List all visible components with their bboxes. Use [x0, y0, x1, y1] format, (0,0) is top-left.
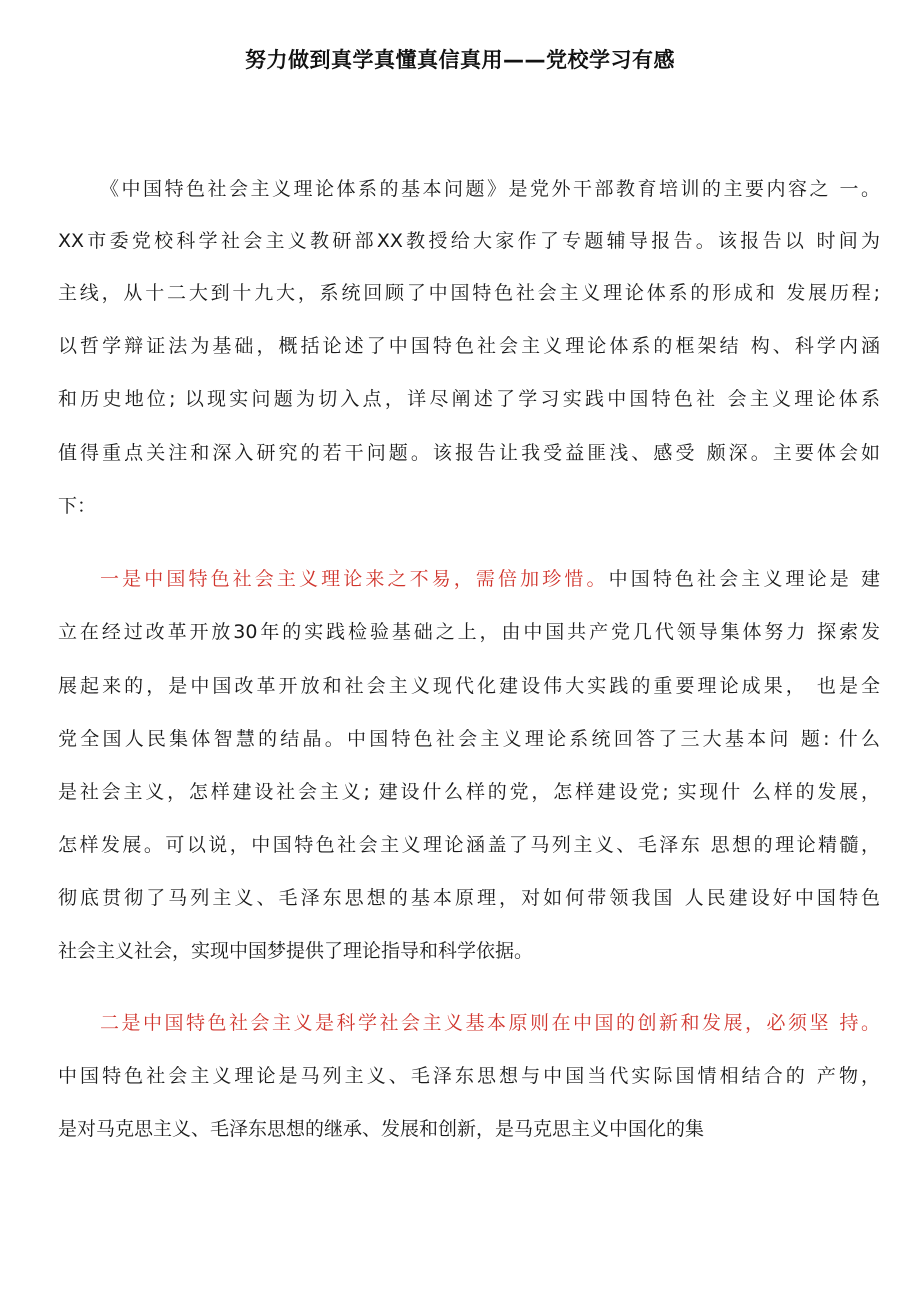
paragraph-2-line-5: 是社会主义，怎样建设社会主义; 建设什么样的党，怎样建设党; 实现什 么样的发展， — [58, 781, 880, 803]
paragraph-1-line-2: XX市委党校科学社会主义教研部XX教授给大家作了专题辅导报告。该报告以 时间为 — [58, 230, 880, 252]
paragraph-2-line-4: 党全国人民集体智慧的结晶。中国特色社会主义理论系统回答了三大基本问 题: 什么 — [58, 728, 880, 750]
paragraph-3-heading: 二是中国特色社会主义是科学社会主义基本原则在中国的创新和发展，必须坚 持。 — [100, 1012, 880, 1034]
paragraph-2-line-2: 立在经过改革开放30年的实践检验基础之上，由中国共产党几代领导集体努力 探索发 — [58, 621, 880, 643]
paragraph-1-line-7: 下： — [58, 495, 97, 517]
paragraph-3-line-1: 中国特色社会主义理论是马列主义、毛泽东思想与中国当代实际国情相结合的 产物， — [58, 1065, 880, 1087]
paragraph-1-line-5: 和历史地位; 以现实问题为切入点，详尽阐述了学习实践中国特色社 会主义理论体系 — [58, 388, 880, 410]
paragraph-2-heading: 一是中国特色社会主义理论来之不易，需倍加珍惜。 — [100, 568, 609, 590]
paragraph-2-line-8: 社会主义社会，实现中国梦提供了理论指导和科学依据。 — [58, 940, 534, 962]
paragraph-1-line-4: 以哲学辩证法为基础，概括论述了中国特色社会主义理论体系的框架结 构、科学内涵 — [58, 335, 880, 357]
paragraph-1-line-6: 值得重点关注和深入研究的若干问题。该报告让我受益匪浅、感受 颇深。主要体会如 — [58, 442, 880, 464]
paragraph-2-line-6: 怎样发展。可以说，中国特色社会主义理论涵盖了马列主义、毛泽东 思想的理论精髓， — [58, 834, 880, 856]
paragraph-1-line-3: 主线，从十二大到十九大，系统回顾了中国特色社会主义理论体系的形成和 发展历程; — [58, 282, 880, 304]
paragraph-2-line-3: 展起来的，是中国改革开放和社会主义现代化建设伟大实践的重要理论成果， 也是全 — [58, 675, 880, 697]
paragraph-3-line-2: 是对马克思主义、毛泽东思想的继承、发展和创新，是马克思主义中国化的集 — [58, 1118, 705, 1140]
paragraph-2-line-7: 彻底贯彻了马列主义、毛泽东思想的基本原理，对如何带领我国 人民建设好中国特色 — [58, 887, 880, 909]
paragraph-2-first-line-rest: 中国特色社会主义理论是 建 — [608, 568, 880, 590]
document-title: 努力做到真学真懂真信真用——党校学习有感 — [245, 48, 675, 72]
paragraph-1-line-1: 《中国特色社会主义理论体系的基本问题》是党外干部教育培训的主要内容之 一。 — [100, 178, 880, 200]
paragraph-2-line-1 — [100, 566, 880, 592]
